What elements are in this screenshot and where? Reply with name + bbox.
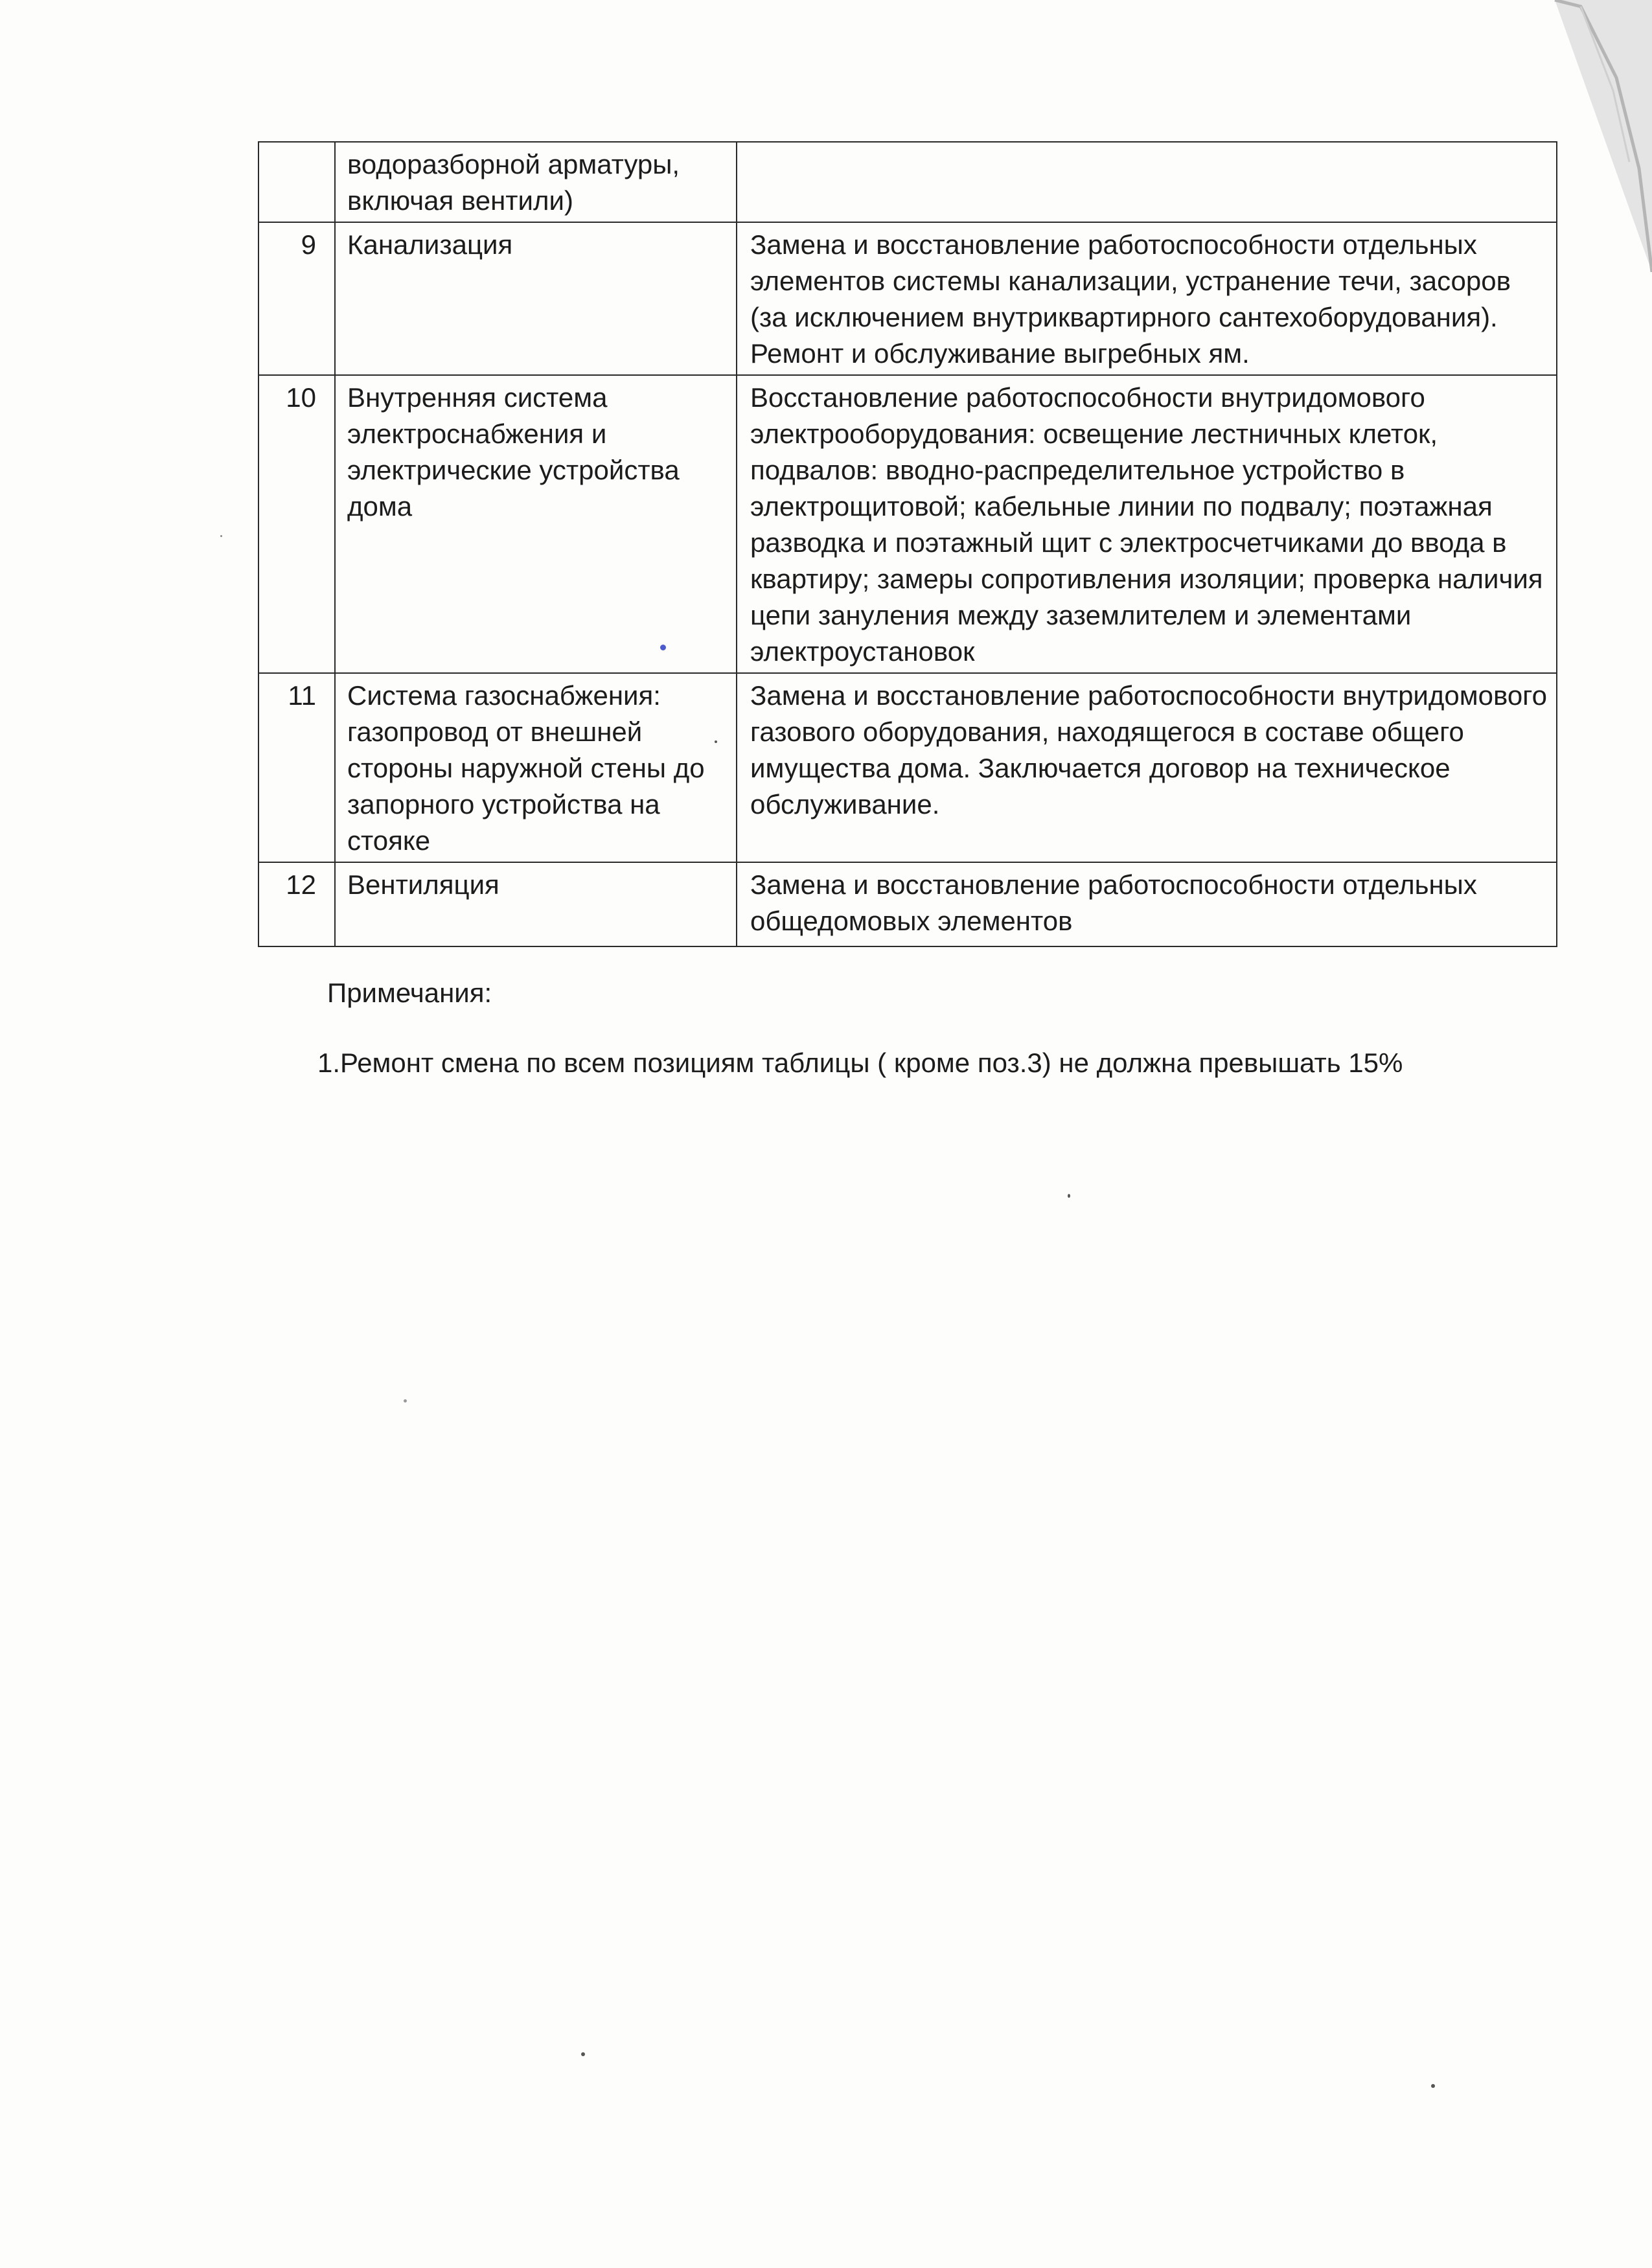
table-row: [258, 375, 1557, 673]
element-cell: Канализация: [335, 222, 737, 375]
work-description-cell: Замена и восстановление работоспособности внутридомового газового оборудования, находящегося в составе общего имущества дома. Заключается договор на техническое обслуживание.: [737, 673, 1557, 862]
scan-speck: [1068, 1194, 1070, 1198]
element-cell: водоразборной арматуры, включая вентили): [335, 142, 737, 222]
row-number: 9: [258, 222, 335, 375]
element-cell: Внутренняя система электроснабжения и электрические устройства дома: [335, 375, 737, 673]
notes-heading: Примечания:: [327, 978, 492, 1008]
row-number: [258, 142, 335, 222]
element-cell: Система газоснабжения: газопровод от внешней стороны наружной стены до запорного устройства на стояке: [335, 673, 737, 862]
work-description-cell: Восстановление работоспособности внутридомового электрооборудования: освещение лестничных клеток, подвалов: вводно-распределительное устройство в электрощитовой; кабельные линии по подвалу; поэтажная разводка и поэтажный щит с электросчетчиками до ввода в квартиру; замеры сопротивления изоляции; проверка наличия цепи зануления между заземлителем и элементами электроустановок: [737, 375, 1557, 673]
row-number: 10: [258, 375, 335, 673]
work-description-cell: Замена и восстановление работоспособности отдельных элементов системы канализации, устранение течи, засоров (за исключением внутриквартирного сантехоборудования). Ремонт и обслуживание выгребных ям.: [737, 222, 1557, 375]
scan-speck: [220, 535, 222, 537]
maintenance-table: [258, 141, 1557, 947]
scan-speck: [404, 1399, 407, 1403]
note-item: 1.Ремонт смена по всем позициям таблицы ( кроме поз.3) не должна превышать 15%: [317, 1048, 1403, 1078]
row-number: 11: [258, 673, 335, 862]
scan-speck: [1431, 2084, 1435, 2088]
table-row: [258, 222, 1557, 375]
work-description-cell: [737, 142, 1557, 222]
table-row: [258, 862, 1557, 946]
element-cell: Вентиляция: [335, 862, 737, 946]
work-description-cell: Замена и восстановление работоспособности отдельных общедомовых элементов: [737, 862, 1557, 946]
table-row: [258, 673, 1557, 862]
table-row: [258, 142, 1557, 222]
row-number: 12: [258, 862, 335, 946]
scan-speck: [581, 2052, 585, 2056]
